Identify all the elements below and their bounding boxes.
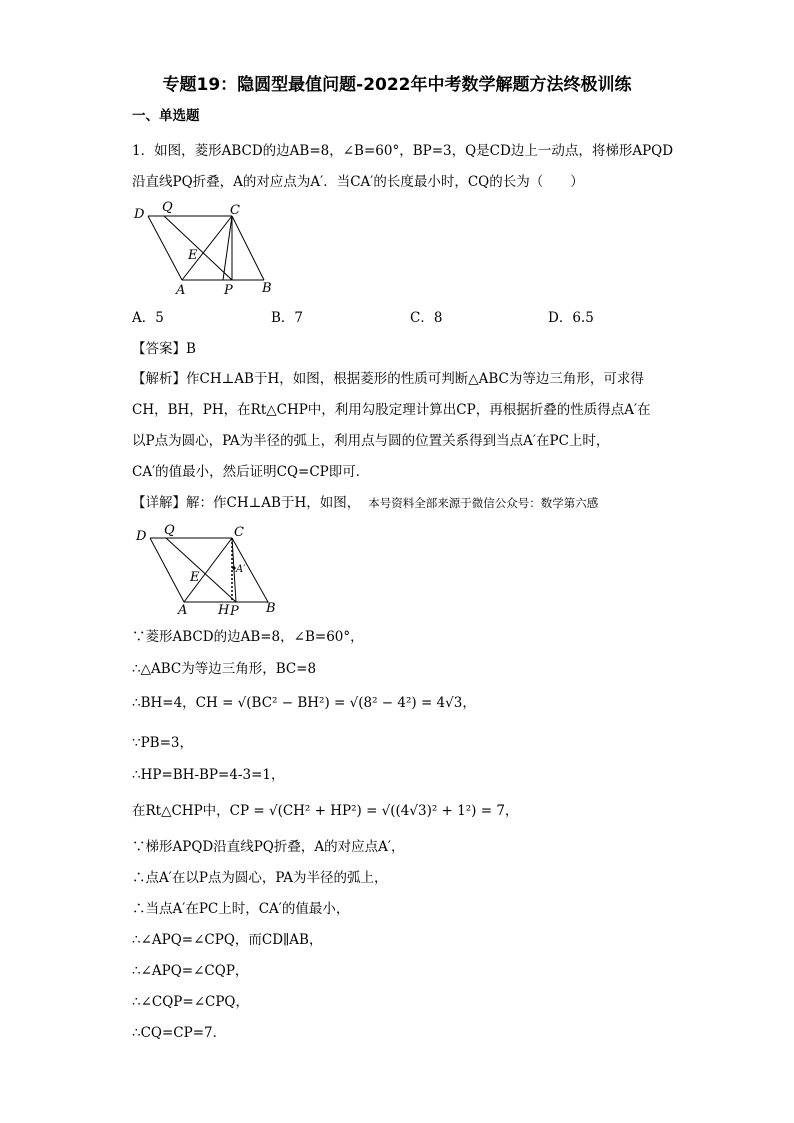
step-3: ∴BH=4，CH = √(BC² − BH²) = √(8² − 4²) = 4√3，	[132, 695, 476, 711]
step-9: ∴当点A′在PC上时，CA′的值最小，	[132, 901, 350, 917]
step-8: ∴点A′在以P点为圆心，PA为半径的弧上，	[132, 870, 388, 886]
label-h: H	[218, 603, 230, 618]
detail-heading	[132, 493, 598, 513]
label-q: Q	[162, 200, 173, 215]
step-10: ∴∠APQ=∠CPQ，而CD∥AB，	[132, 932, 323, 948]
label-a-prime: A′	[236, 564, 246, 575]
answer: 【答案】B	[132, 341, 196, 357]
watermark-note: 本号资料全部来源于微信公众号：数学第六感	[368, 496, 599, 510]
label-c: C	[234, 525, 244, 540]
edge-da	[150, 538, 184, 602]
question-line-1: 1．如图，菱形ABCD的边AB=8，∠B=60°，BP=3，Q是CD边上一动点，将梯形APQD	[132, 143, 674, 159]
label-a: A	[178, 603, 188, 618]
step-6: 在Rt△CHP中，CP = √(CH² + HP²) = √((4√3)² + 1²) = 7，	[132, 803, 519, 819]
figure-2-rhombus	[128, 520, 288, 620]
detail-head: 【详解】解：作CH⊥AB于H，如图，	[132, 495, 361, 511]
label-d: D	[134, 207, 145, 222]
option-d: D．6.5	[548, 310, 594, 326]
analysis-line-1: 【解析】作CH⊥AB于H，如图，根据菱形的性质可判断△ABC为等边三角形，可求得	[132, 371, 644, 387]
step-13: ∴CQ=CP=7．	[132, 1025, 227, 1041]
option-a: A．5	[132, 310, 164, 326]
segment-pq	[164, 216, 232, 280]
option-b: B．7	[271, 310, 304, 326]
label-p: P	[230, 604, 239, 619]
label-d: D	[136, 529, 147, 544]
option-c: C．8	[410, 310, 443, 326]
page-title: 专题19：隐圆型最值问题-2022年中考数学解题方法终极训练	[162, 75, 632, 95]
segment-pq	[166, 538, 236, 602]
step-2: ∴△ABC为等边三角形，BC=8	[132, 661, 317, 677]
analysis-line-4: CA′的值最小，然后证明CQ=CP即可．	[132, 464, 370, 480]
label-e: E	[188, 248, 198, 263]
step-1: ∵菱形ABCD的边AB=8，∠B=60°，	[132, 629, 364, 645]
step-7: ∵梯形APQD沿直线PQ折叠，A的对应点A′，	[132, 839, 405, 855]
label-a: A	[176, 283, 186, 298]
label-e: E	[190, 570, 200, 585]
label-p: P	[224, 283, 233, 298]
label-b: B	[266, 601, 276, 616]
step-12: ∴∠CQP=∠CPQ，	[132, 994, 249, 1010]
figure-1-rhombus	[128, 198, 278, 298]
analysis-line-3: 以P点为圆心，PA为半径的弧上，利用点与圆的位置关系得到当点A′在PC上时，	[132, 433, 610, 449]
step-5: ∴HP=BH-BP=4-3=1，	[132, 767, 285, 783]
step-4: ∵PB=3，	[132, 735, 193, 751]
step-11: ∴∠APQ=∠CQP，	[132, 963, 249, 979]
section-heading: 一、单选题	[132, 108, 200, 124]
label-q: Q	[164, 523, 175, 538]
edge-da	[148, 216, 182, 280]
analysis-line-2: CH，BH，PH，在Rt△CHP中，利用勾股定理计算出CP，再根据折叠的性质得点A′在	[132, 402, 651, 418]
label-c: C	[230, 203, 240, 218]
question-line-2: 沿直线PQ折叠，A的对应点为A′．当CA′的长度最小时，CQ的长为（ ）	[132, 174, 584, 190]
label-b: B	[262, 281, 272, 296]
edge-cb	[232, 216, 264, 280]
